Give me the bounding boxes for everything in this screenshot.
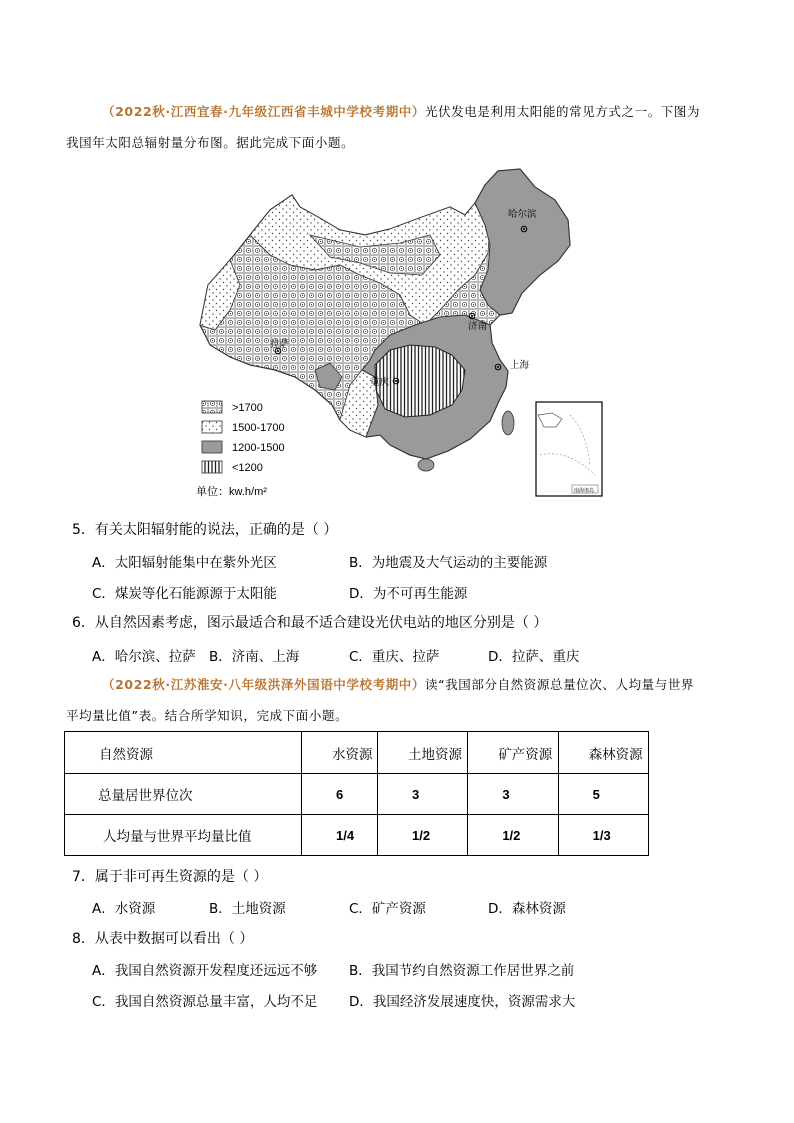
question-5-stem: 5．有关太阳辐射能的说法，正确的是（ ） [72, 522, 338, 538]
question-8-option-c[interactable]: C．我国自然资源总量丰富，人均不足 [92, 994, 318, 1010]
question-6-stem: 6．从自然因素考虑，图示最适合和最不适合建设光伏电站的地区分别是（ ） [72, 615, 548, 631]
question-5-option-a[interactable]: A．太阳辐射能集中在紫外光区 [92, 555, 277, 571]
question-8-stem: 8．从表中数据可以看出（ ） [72, 931, 254, 947]
question-intro-2 [102, 670, 742, 700]
question-6-option-c[interactable]: C．重庆、拉萨 [349, 649, 440, 665]
hainan-island [418, 459, 434, 471]
legend-label-under-1200: <1200 [232, 462, 263, 474]
question-8-option-b[interactable]: B．我国节约自然资源工作居世界之前 [349, 963, 575, 979]
table-cell: 6 [302, 774, 378, 815]
question-6-option-a[interactable]: A．哈尔滨、拉萨 [92, 649, 196, 665]
question-7-option-c[interactable]: C．矿产资源 [349, 901, 426, 917]
table-header-cell: 土地资源 [377, 732, 467, 774]
table-header-cell: 矿产资源 [468, 732, 558, 774]
table-cell: 1/2 [468, 815, 558, 856]
table-row-label: 人均量与世界平均量比值 [65, 815, 302, 856]
legend-label-over-1700: >1700 [232, 402, 263, 414]
question-7-option-b[interactable]: B．土地资源 [209, 901, 286, 917]
intro-text: 光伏发电是利用太阳能的常见方式之一。下图为 [425, 104, 701, 119]
question-intro-2-line2: 平均量比值”表。结合所学知识，完成下面小题。 [66, 708, 349, 723]
table-row [65, 774, 649, 815]
table-cell: 1/2 [377, 815, 467, 856]
table-header-cell: 森林资源 [558, 732, 648, 774]
table-cell: 3 [468, 774, 558, 815]
legend-swatch-over-1700 [202, 401, 222, 413]
question-7-option-d[interactable]: D．森林资源 [488, 901, 566, 917]
source-label-2: （2022秋·江苏淮安·八年级洪泽外国语中学校考期中） [102, 677, 425, 692]
inset-label: 南海诸岛 [574, 488, 595, 494]
city-label-shanghai: 上海 [510, 360, 530, 371]
legend-swatch-1200-1500 [202, 441, 222, 453]
table-row-label: 总量居世界位次 [65, 774, 302, 815]
question-6-option-b[interactable]: B．济南、上海 [209, 649, 300, 665]
question-6-option-d[interactable]: D．拉萨、重庆 [488, 649, 580, 665]
legend-label-1500-1700: 1500-1700 [232, 422, 285, 434]
city-label-harbin: 哈尔滨 [508, 209, 537, 220]
legend-swatch-under-1200 [202, 461, 222, 473]
solar-radiation-map [190, 165, 610, 500]
question-7-option-a[interactable]: A．水资源 [92, 901, 156, 917]
question-intro-1-line2: 我国年太阳总辐射量分布图。据此完成下面小题。 [66, 135, 355, 150]
map-legend [196, 401, 285, 498]
resource-table [64, 731, 649, 856]
question-5-option-d[interactable]: D．为不可再生能源 [349, 586, 468, 602]
city-label-jinan: 济南 [468, 321, 488, 332]
question-5-option-c[interactable]: C．煤炭等化石能源源于太阳能 [92, 586, 277, 602]
question-7-stem: 7．属于非可再生资源的是（ ） [72, 869, 268, 885]
question-intro-1 [102, 97, 742, 127]
city-label-lhasa: 拉萨 [270, 339, 290, 350]
legend-unit: 单位：kw.h/m² [196, 486, 267, 498]
table-cell: 5 [558, 774, 648, 815]
table-cell: 1/4 [302, 815, 378, 856]
table-cell: 1/3 [558, 815, 648, 856]
table-cell: 3 [377, 774, 467, 815]
table-header-cell: 自然资源 [65, 732, 302, 774]
south-china-sea-inset [536, 402, 602, 496]
table-header-cell: 水资源 [302, 732, 378, 774]
legend-label-1200-1500: 1200-1500 [232, 442, 285, 454]
source-label: （2022秋·江西宜春·九年级江西省丰城中学校考期中） [102, 104, 425, 119]
question-5-option-b[interactable]: B．为地震及大气运动的主要能源 [349, 555, 548, 571]
zone-1200-1500-northeast [475, 169, 570, 315]
table-row [65, 815, 649, 856]
city-label-chongqing: 重庆 [370, 377, 390, 388]
table-header-row [65, 732, 649, 774]
question-8-option-d[interactable]: D．我国经济发展速度快，资源需求大 [349, 994, 576, 1010]
legend-swatch-1500-1700 [202, 421, 222, 433]
intro-text-2: 读“我国部分自然资源总量位次、人均量与世界 [425, 677, 695, 692]
question-8-option-a[interactable]: A．我国自然资源开发程度还远远不够 [92, 963, 318, 979]
taiwan-island [502, 411, 514, 435]
